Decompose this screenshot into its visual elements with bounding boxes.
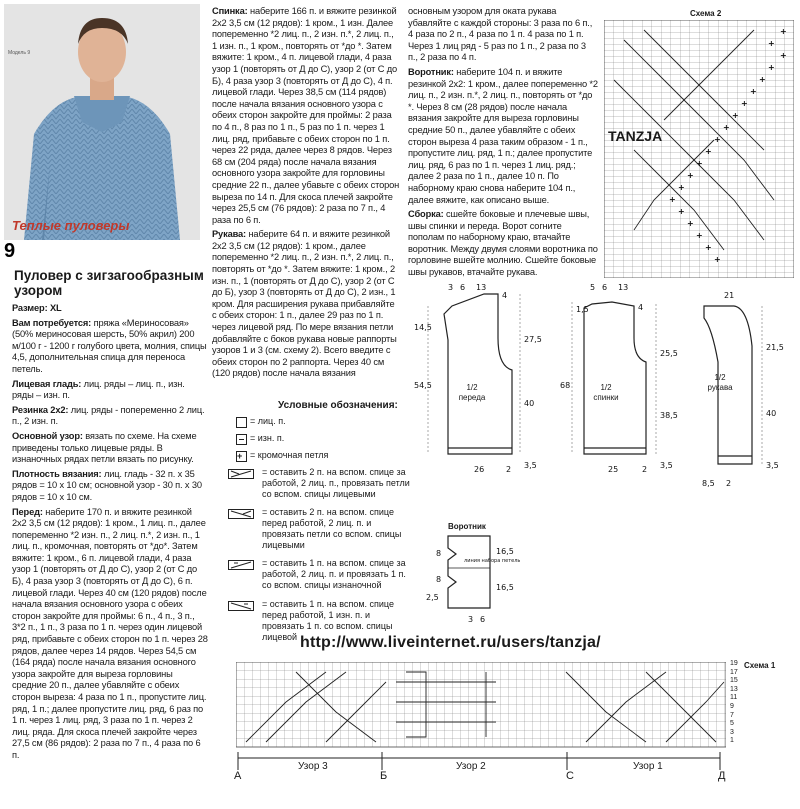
svg-text:5: 5 (590, 283, 596, 292)
point-d: Д (718, 770, 726, 782)
main-pattern-label: Основной узор: (12, 430, 83, 441)
schema-1-row-numbers: 19 17 15 13 11 9 7 5 3 1 (730, 660, 738, 745)
rib-label: Резинка 2х2: (12, 404, 69, 415)
svg-text:+: + (687, 171, 694, 180)
back-label: Спинка: (212, 6, 248, 16)
model-photo (4, 4, 200, 240)
svg-text:+: + (714, 135, 721, 144)
svg-text:+: + (741, 99, 748, 108)
schema-1-grid (236, 662, 726, 750)
svg-text:3,5: 3,5 (524, 461, 537, 470)
photo-model-tag: Модель 9 (8, 50, 31, 56)
svg-text:13: 13 (476, 283, 487, 292)
svg-text:+: + (768, 63, 775, 72)
model-number: 9 (4, 240, 16, 262)
svg-text:+: + (732, 111, 739, 120)
svg-text:+: + (780, 51, 787, 60)
point-b: Б (380, 770, 388, 782)
cable-right-symbol-icon (228, 469, 254, 479)
svg-text:3,5: 3,5 (660, 461, 673, 470)
collar-text: наберите 104 п. и вяжите резинкой 2х2: 1 кром., далее попеременно *2 лиц. п., 2 изн. п.*, 2 лиц. п., повторять от *до *. Через 8 см (28 рядов) после начала вязания закройте для выреза горловины средние 50 п., далее убавляйте с обеих сторон выреза 4 раза таким образом - 1 п., пропустите лиц. ряд, 1 п.; далее пропустите лиц. ряд, 6 раз по 1 п. через 1 лиц. ряд.; далее 2 раза по 1 п., далее 10 п. По наборному краю снова наберите 104 п., далее вяжите, как описано выше. (408, 66, 598, 205)
sleeve-piece-label: 1/2 рукава (707, 373, 733, 392)
svg-text:3,5: 3,5 (766, 461, 779, 470)
materials-text: пряжа «Мериносовая» (50% мериносовая шерсть, 50% акрил) 200 м/100 г - 1200 г голубого цвета, молния, спицы 4,5, дополнительная спица для переноса петель. (12, 317, 207, 374)
svg-text:4: 4 (638, 303, 644, 312)
svg-text:+: + (723, 123, 730, 132)
schema-2-title: Схема 2 (690, 9, 722, 18)
sleeve-cont-text: основным узором для оката рукава убавляйте с каждой стороны: 3 раза по 6 п., 4 раза по 2 п., 4 раза по 1 п. 4 раза по 1 п. Через 1 лиц ряд - 5 раз по 1 п., 2 раза по 3 п., 2 раза по 4 п. (408, 6, 593, 63)
svg-text:6: 6 (602, 283, 608, 292)
svg-text:16,5: 16,5 (496, 547, 514, 556)
pattern-3-label: Узор 3 (298, 761, 328, 772)
instructions-column-1 (12, 303, 208, 765)
model-photo-illustration (4, 4, 200, 240)
pattern-2-label: Узор 2 (456, 761, 486, 772)
collar-diagram-title: Воротник (448, 522, 486, 531)
svg-text:1,5: 1,5 (576, 305, 589, 314)
svg-text:68: 68 (560, 381, 571, 390)
svg-text:16,5: 16,5 (496, 583, 514, 592)
svg-text:2: 2 (642, 465, 648, 474)
collar-label: Воротник: (408, 66, 454, 77)
photo-caption: Теплые пуловеры (12, 218, 130, 233)
svg-text:6: 6 (460, 283, 466, 292)
svg-text:27,5: 27,5 (524, 335, 542, 344)
back-text: наберите 166 п. и вяжите резинкой 2х2 3,5 см (12 рядов): 1 кром., 1 изн. Далее попеременно *2 лиц. п., 2 изн. п.*, 2 лиц. п., 1 изн. п., 1 кром., повторять от *до *. Затем вяжите: 1 кром., 4 п. лицевой глади, 4 раза узор 1 (повторять от Д до С), узор 2 (от С до Б), 4 раза узор 3 (повторять от Д до С), 4 п. лицевой глади. Через 38,5 см (114 рядов) после начала вязания основного узора с обеих сторон закройте для проймы: 2 раза по 4 п., 8 раз по 1 п., 5 раз по 1 п. через 1 лиц. ряд, прибавьте с обеих сторон по 1 п. через 22 ряда, далее через 8 рядов. Через 68 см (204 ряда) после начала вязания основного узора закройте для горловины средние 22 п., далее убавьте с обеих сторон выреза по 14 п. Для скоса плечей закройте через 25,5 см (76 рядов): 2 раза по 7 п., 4 раза по 6 п. (212, 6, 400, 225)
svg-text:6: 6 (480, 615, 486, 624)
svg-text:13: 13 (618, 283, 629, 292)
front-label: Перед: (12, 506, 43, 517)
source-url[interactable]: http://www.liveinternet.ru/users/tanzja/ (300, 634, 601, 651)
svg-text:25: 25 (608, 465, 619, 474)
main-pattern-text: вязать по схеме. На схеме приведены только лицевые ряды. В изнаночных рядах петли вязать по рисунку. (12, 430, 197, 465)
stockinette-text: лиц. ряды – лиц. п., изн. ряды – изн. п. (12, 378, 185, 401)
materials-label: Вам потребуется: (12, 317, 92, 328)
svg-text:+: + (759, 75, 766, 84)
svg-text:+: + (705, 243, 712, 252)
svg-text:+: + (687, 219, 694, 228)
svg-text:2,5: 2,5 (426, 593, 439, 602)
collar-diagram (420, 532, 520, 624)
svg-text:54,5: 54,5 (414, 381, 432, 390)
svg-text:+: + (696, 159, 703, 168)
sleeves-label: Рукава: (212, 229, 247, 240)
svg-text:8: 8 (436, 549, 442, 558)
svg-text:8: 8 (436, 575, 442, 584)
back-piece-label: 1/2 спинки (593, 383, 619, 402)
gauge-text: лиц. гладь - 32 п. х 35 рядов = 10 х 10 см; основной узор - 30 п. х 30 рядов = 10 х 10 см. (12, 468, 202, 502)
svg-text:+: + (678, 207, 685, 216)
svg-text:40: 40 (524, 399, 535, 408)
svg-text:25,5: 25,5 (660, 349, 678, 358)
sleeves-text: наберите 64 п. и вяжите резинкой 2х2 3,5 см (12 рядов): 1 кром., далее попеременно *2 лиц. п., 2 изн. п.*, 2 лиц. п., повторять от *до *. Затем вяжите: 1 кром., 2 изн. п., 1 (повторять от Д до С), узор 2 (от С до Б), узор 3 (повторять от Д до С), 2 изн., 1 кром. Для расширения рукава прибавляйте с обеих сторон: 1 п., далее 29 раз по 1 п. через лицевой ряд. По мере вязания петли добавляйте с боков рукава новые раппорты узоров 1 и 3 (см. схему 2). Всего введите с обеих сторон по 2 раппорта. Через 40 см (120 рядов) после начала вязания (212, 229, 397, 379)
svg-text:4: 4 (502, 291, 508, 300)
size-value: XL (49, 303, 62, 313)
edge-stitch-symbol-icon: + (236, 451, 247, 462)
point-c: С (566, 770, 574, 782)
cable-left-symbol-icon (228, 509, 254, 519)
knit-symbol-icon (236, 417, 247, 428)
front-piece-outline (444, 294, 512, 454)
svg-text:40: 40 (766, 409, 777, 418)
watermark: TANZJA (608, 128, 663, 144)
rib-text: лиц. ряды - попеременно 2 лиц. п., 2 изн. п. (12, 404, 205, 427)
schema-1-title: Схема 1 (744, 661, 776, 670)
model-title: Пуловер с зигзагообразным узором (14, 268, 204, 298)
svg-text:2: 2 (506, 465, 512, 474)
schema-2-grid (604, 20, 794, 278)
svg-text:+: + (714, 255, 721, 264)
purl-symbol-icon (236, 434, 247, 445)
front-dim-top: 3 (448, 283, 454, 292)
svg-text:2: 2 (726, 479, 732, 488)
size-label: Размер: (12, 303, 48, 313)
pattern-1-label: Узор 1 (633, 761, 663, 772)
svg-text:+: + (678, 183, 685, 192)
svg-text:+: + (705, 147, 712, 156)
svg-text:38,5: 38,5 (660, 411, 678, 420)
back-piece-outline (584, 302, 646, 454)
svg-text:21: 21 (724, 291, 735, 300)
svg-text:+: + (696, 231, 703, 240)
svg-text:+: + (750, 87, 757, 96)
cross-left-purl-symbol-icon (228, 601, 254, 611)
instructions-column-2 (212, 6, 400, 383)
point-a: А (234, 770, 242, 782)
assembly-label: Сборка: (408, 209, 444, 220)
svg-text:8,5: 8,5 (702, 479, 715, 488)
front-piece-label: 1/2 переда (458, 383, 486, 402)
svg-text:+: + (780, 27, 787, 36)
svg-text:+: + (768, 39, 775, 48)
svg-text:+: + (669, 195, 676, 204)
instructions-column-3 (408, 6, 598, 282)
svg-text:3: 3 (468, 615, 474, 624)
front-text: наберите 170 п. и вяжите резинкой 2х2 3,5 см (12 рядов): 1 кром., 1 лиц. п., далее попеременно *2 изн. п., 2 лиц. п.*, 2 изн. п., 1 лиц. п., кромочная, повторять от *до*. Затем вяжите: 1 кром., 6 п. лицевой глади, 4 раза узор 1 (повторять от Д до С), узор 2 (от С до Б), 4 раза узор 3 (повторять от Д до С), 6 п. лицевой глади. Через 40 см (120 рядов) после начала вязания основного узора с обеих сторон закройте для проймы: 6 п., 4 п., 3 п., 3*2 п., 1 п., 3 раза по 1 п. через один лицевой ряд, прибавьте с обеих сторон по 1 п. через 28 рядов, далее через 14 рядов. Через 54,5 см (164 ряда) после начала вязания основного узора закройте для выреза горловины средние 20 п., далее убавляйте с обеих сторон выреза: 4 раза по 1 п., пропустите лиц. ряд, 1 п.; далее пропустите лиц. ряд, 6 раз по 1 п. через 1 лиц. ряд, 3 раза по 1 п. через 2 лиц. ряда. Для скоса плечей закройте через 27,5 см (86 рядов): 2 раза по 7 п., 4 раза по 6 п. (12, 506, 208, 760)
stockinette-label: Лицевая гладь: (12, 378, 82, 389)
svg-text:21,5: 21,5 (766, 343, 784, 352)
svg-text:14,5: 14,5 (414, 323, 432, 332)
gauge-label: Плотность вязания: (12, 468, 102, 479)
collar-note: линия набора петель (464, 558, 520, 564)
cross-right-purl-symbol-icon (228, 560, 254, 570)
svg-text:26: 26 (474, 465, 485, 474)
assembly-text: сшейте боковые и плечевые швы, швы спинки и переда. Ворот согните пополам по наборному краю, втачайте воротник. Между двумя слоями воротника по горловине вшейте молнию. Сшейте боковые швы рукавов, втачайте рукава. (408, 209, 598, 278)
legend-title: Условные обозначения: (278, 400, 398, 411)
